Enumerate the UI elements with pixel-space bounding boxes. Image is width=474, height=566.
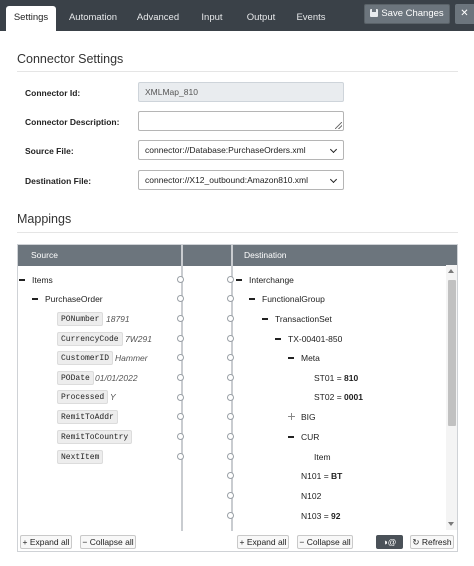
collapse-all-label: Collapse all xyxy=(89,537,134,547)
source-column-header: Source xyxy=(31,250,58,260)
destination-file-select[interactable]: connector://X12_outbound:Amazon810.xml xyxy=(138,170,344,190)
dest-field-value: 92 xyxy=(331,511,341,521)
refresh-button[interactable] xyxy=(410,535,454,549)
tab-settings[interactable]: Settings xyxy=(6,6,56,31)
destination-connector-point[interactable] xyxy=(227,472,234,479)
source-field-value: Hammer xyxy=(115,353,148,363)
minus-icon: − xyxy=(82,537,88,547)
toggle-icon: ◑ xyxy=(382,537,388,547)
equals-sign: = xyxy=(323,511,329,521)
collapse-icon[interactable] xyxy=(262,318,268,320)
destination-connector-point[interactable] xyxy=(227,295,234,302)
source-field-value: 7W291 xyxy=(125,334,152,344)
section-divider xyxy=(17,232,458,233)
source-field-remittocountry[interactable]: RemitToCountry xyxy=(57,430,132,444)
expand-all-label: Expand all xyxy=(29,537,70,547)
equals-sign: = xyxy=(336,392,342,402)
resize-handle-icon[interactable] xyxy=(335,122,342,129)
collapse-icon[interactable] xyxy=(19,279,25,281)
expand-all-label: Expand all xyxy=(246,537,287,547)
source-divider xyxy=(181,245,183,531)
destination-connector-point[interactable] xyxy=(227,512,234,519)
destination-file-label: Destination File: xyxy=(25,176,92,186)
destination-divider xyxy=(231,245,233,531)
dest-node-big[interactable]: BIG xyxy=(301,412,316,422)
refresh-icon: ↻ xyxy=(412,537,420,547)
save-icon xyxy=(370,9,378,17)
equals-sign: = xyxy=(336,373,342,383)
destination-connector-point[interactable] xyxy=(227,354,234,361)
destination-connector-point[interactable] xyxy=(227,276,234,283)
source-file-label: Source File: xyxy=(25,146,74,156)
mappings-header-bar xyxy=(18,245,457,266)
connector-description-label: Connector Description: xyxy=(25,117,120,127)
dest-node-n101[interactable] xyxy=(301,469,342,483)
tab-events[interactable]: Events xyxy=(296,12,326,23)
source-connector-point[interactable] xyxy=(177,374,184,381)
dest-expand-all-button[interactable] xyxy=(237,535,289,549)
source-connector-point[interactable] xyxy=(177,276,184,283)
source-field-ponumber[interactable]: PONumber xyxy=(57,312,103,326)
source-connector-point[interactable] xyxy=(177,335,184,342)
top-tab-bar xyxy=(0,0,474,31)
dest-node-functionalgroup[interactable]: FunctionalGroup xyxy=(262,294,325,304)
save-button-label: Save Changes xyxy=(381,8,444,19)
dest-field-value: 0001 xyxy=(344,392,363,402)
at-sign-icon: @ xyxy=(387,537,397,547)
source-field-currencycode[interactable]: CurrencyCode xyxy=(57,332,123,346)
dest-field-name: N102 xyxy=(301,491,322,501)
source-connector-point[interactable] xyxy=(177,433,184,440)
tab-automation[interactable]: Automation xyxy=(68,12,118,23)
connector-id-field: XMLMap_810 xyxy=(138,82,344,102)
plus-icon: + xyxy=(22,537,28,547)
tab-advanced[interactable]: Advanced xyxy=(136,12,180,23)
dest-node-st02[interactable] xyxy=(314,390,363,404)
source-field-customerid[interactable]: CustomerID xyxy=(57,351,113,365)
dest-node-st01[interactable] xyxy=(314,371,358,385)
collapse-icon[interactable] xyxy=(236,279,242,281)
collapse-all-label: Collapse all xyxy=(306,537,351,547)
dest-node-meta[interactable]: Meta xyxy=(301,353,320,363)
source-field-nextitem[interactable]: NextItem xyxy=(57,450,103,464)
source-field-value: Y xyxy=(110,392,116,402)
source-connector-point[interactable] xyxy=(177,295,184,302)
source-connector-point[interactable] xyxy=(177,315,184,322)
source-field-podate[interactable]: PODate xyxy=(57,371,94,385)
dest-node-cur[interactable]: CUR xyxy=(301,432,320,442)
dest-field-name: ST02 xyxy=(314,392,335,402)
destination-connector-point[interactable] xyxy=(227,453,234,460)
scrollbar-thumb[interactable] xyxy=(448,280,456,426)
source-collapse-all-button[interactable] xyxy=(80,535,136,549)
dest-node-n102[interactable] xyxy=(301,489,321,503)
source-field-processed[interactable]: Processed xyxy=(57,390,108,404)
source-node-purchaseorder[interactable]: PurchaseOrder xyxy=(45,294,103,304)
dest-node-transactionset[interactable]: TransactionSet xyxy=(275,314,332,324)
dest-field-name: N103 xyxy=(301,511,322,521)
collapse-icon[interactable] xyxy=(32,298,38,300)
dest-field-value: 810 xyxy=(344,373,359,383)
dest-field-value: BT xyxy=(331,471,343,481)
close-icon: ✕ xyxy=(460,8,469,19)
minus-icon: − xyxy=(299,537,305,547)
dest-node-item[interactable]: Item xyxy=(314,452,331,462)
refresh-label: Refresh xyxy=(421,537,452,547)
expand-icon[interactable] xyxy=(288,413,295,420)
save-changes-button[interactable] xyxy=(364,4,450,24)
source-expand-all-button[interactable] xyxy=(20,535,72,549)
source-connector-point[interactable] xyxy=(177,394,184,401)
collapse-icon[interactable] xyxy=(249,298,255,300)
collapse-icon[interactable] xyxy=(275,338,281,340)
collapse-icon[interactable] xyxy=(288,436,294,438)
destination-connector-point[interactable] xyxy=(227,335,234,342)
destination-connector-point[interactable] xyxy=(227,315,234,322)
scroll-down-icon[interactable] xyxy=(448,522,454,526)
dest-field-name: N101 xyxy=(301,471,322,481)
source-connector-point[interactable] xyxy=(177,413,184,420)
tab-output[interactable]: Output xyxy=(246,12,276,23)
dest-node-n103[interactable] xyxy=(301,509,341,523)
destination-column-header: Destination xyxy=(244,250,287,260)
destination-connector-point[interactable] xyxy=(227,433,234,440)
tab-input[interactable]: Input xyxy=(201,12,223,23)
section-divider xyxy=(17,71,458,72)
source-field-remittoaddr[interactable]: RemitToAddr xyxy=(57,410,118,424)
equals-sign: = xyxy=(323,471,329,481)
dest-collapse-all-button[interactable] xyxy=(297,535,353,549)
dest-field-name: ST01 xyxy=(314,373,335,383)
mappings-heading: Mappings xyxy=(17,212,72,226)
plus-icon: + xyxy=(239,537,245,547)
source-node-items[interactable]: Items xyxy=(32,275,53,285)
destination-connector-point[interactable] xyxy=(227,492,234,499)
destination-connector-point[interactable] xyxy=(227,374,234,381)
source-connector-point[interactable] xyxy=(177,453,184,460)
dest-node-interchange[interactable]: Interchange xyxy=(249,275,294,285)
scroll-up-icon[interactable] xyxy=(448,269,454,273)
connector-settings-heading: Connector Settings xyxy=(17,52,124,66)
close-button[interactable] xyxy=(455,4,474,24)
source-file-select[interactable]: connector://Database:PurchaseOrders.xml xyxy=(138,140,344,160)
source-field-value: 01/01/2022 xyxy=(95,373,138,383)
source-connector-point[interactable] xyxy=(177,354,184,361)
destination-connector-point[interactable] xyxy=(227,413,234,420)
dest-node-tx-00401-850[interactable]: TX-00401-850 xyxy=(288,334,343,344)
destination-connector-point[interactable] xyxy=(227,394,234,401)
collapse-icon[interactable] xyxy=(288,357,294,359)
toggle-attributes-button[interactable] xyxy=(376,535,403,549)
connector-id-label: Connector Id: xyxy=(25,88,81,98)
connector-description-field[interactable] xyxy=(138,111,344,131)
source-field-value: 18791 xyxy=(106,314,130,324)
